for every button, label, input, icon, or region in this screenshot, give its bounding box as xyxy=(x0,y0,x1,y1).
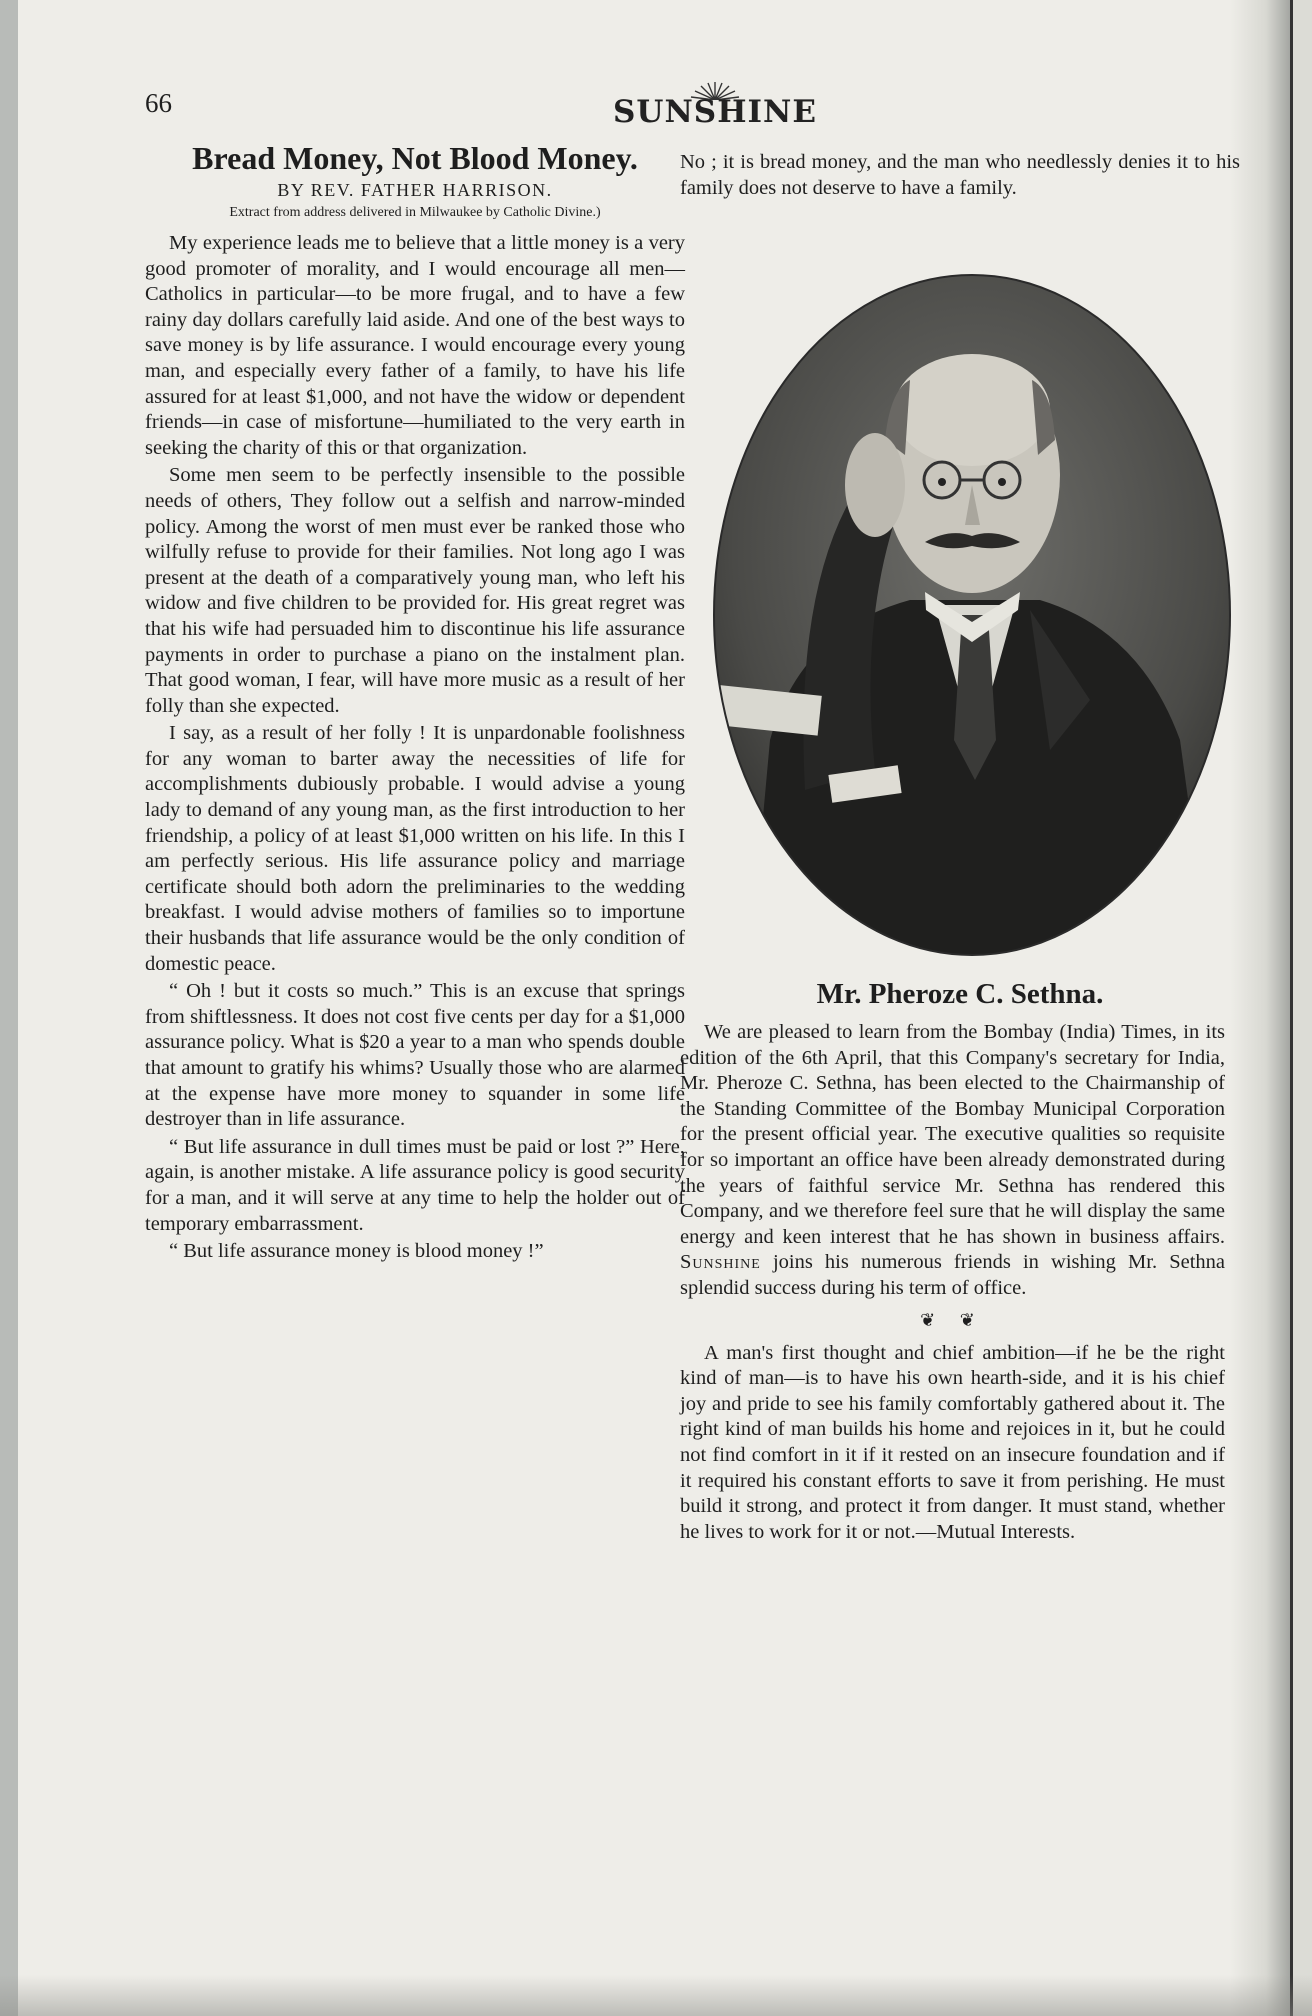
sethna-paragraph-text: We are pleased to learn from the Bombay (India) Times, in its edition of the 6th April, that this Company's secretary for India, Mr. Pheroze C. Sethna, has been elected to the Chairmanship of the Standing Committee of the Bombay Municipal Corporation for the present official year. The executive qualities so requisite for so important an office have been already demonstrated during the years of faithful service Mr. Sethna has rendered this Company, and we therefore feel sure that he will display the same energy and keen interest that he has shown in business affairs. xyxy=(680,1021,1225,1248)
scan-bottom-shadow xyxy=(0,1975,1312,2016)
sethna-paragraph-text-end: joins his numerous friends in wishing Mr. Sethna splendid success during his term of office. xyxy=(680,1251,1225,1299)
left-column xyxy=(145,140,685,1265)
right-column-top xyxy=(680,150,1240,201)
page-number: 66 xyxy=(145,88,172,118)
sethna-paragraph xyxy=(680,1020,1225,1302)
article-paragraph: My experience leads me to believe that a little money is a very good promoter of morality, and I would encourage all men—Catholics in particular—to be more frugal, and to have a few rainy day dollars carefully laid aside. And one of the best ways to save money is by life assurance. I would encourage every young man, and especially every father of a family, to have his life assured for at least $1,000, and not have the widow or dependent friends—in case of misfortune—humiliated to the very earth in seeking the charity of this or that organization. xyxy=(145,232,685,459)
article-paragraph: I say, as a result of her folly ! It is unpardonable foolishness for any woman to barter away the necessities of life for accomplishments dubiously probable. I would advise a young lady to demand of any young man, as the first introduction to her friendship, a policy of at least $1,000 written on his life. In this I am perfectly serious. His life assurance policy and marriage certificate should both adorn the preliminaries to the wedding breakfast. I would advise mothers of families so to importune their husbands that life assurance would be the only condition of domestic peace. xyxy=(145,722,685,975)
masthead-title: SUNSHINE xyxy=(613,94,817,130)
closing-paragraph: A man's first thought and chief ambition—if he be the right kind of man—is to have his own hearth-side, and it is his chief joy and pride to see his family comfortably gathered about it. The right kind of man builds his home and rejoices in it, but he could not find comfort in it if it rested on an insecure foundation and if it required his constant efforts to save it from perishing. He must build it strong, and protect it from danger. It must stand, whether he lives to work for it or not.—Mutual Interests. xyxy=(680,1341,1225,1543)
article-paragraph: “ But life assurance in dull times must be paid or lost ?” Here, again, is another mistake. A life assurance policy is good security for a man, and it will serve at any time to help the holder out of temporary embarrassment. xyxy=(145,1135,685,1235)
article-continuation: No ; it is bread money, and the man who needlessly denies it to his family does not deserve to have a family. xyxy=(680,151,1240,199)
article-title: Bread Money, Not Blood Money. xyxy=(192,140,638,176)
portrait-oval-image xyxy=(710,270,1240,960)
sunshine-smallcaps: Sunshine xyxy=(680,1251,761,1274)
right-column-lower xyxy=(680,1020,1225,1545)
adjacent-page-edge xyxy=(1290,0,1312,2016)
portrait-caption: Mr. Pheroze C. Sethna. xyxy=(816,978,1104,1010)
article-paragraph: Some men seem to be perfectly insensible to the possible needs of others, They follow out a selfish and narrow-minded policy. Among the worst of men must ever be ranked those who wilfully refuse to provide for their families. Not long ago I was present at the death of a comparatively young man, who left his widow and five children to be provided for. His great regret was that his wife had persuaded him to discontinue his life assurance payments in order to purchase a piano on the instalment plan. That good woman, I fear, will have more music as a result of her folly than she expected. xyxy=(145,464,685,717)
article-extract-note: Extract from address delivered in Milwaukee by Catholic Divine.) xyxy=(229,205,601,220)
article-byline: BY REV. FATHER HARRISON. xyxy=(277,180,553,200)
article-paragraph: “ But life assurance money is blood money !” xyxy=(169,1240,544,1263)
article-paragraph: “ Oh ! but it costs so much.” This is an excuse that springs from shiftlessness. It does not cost five cents per day for a $1,000 assurance policy. What is $20 a year to a man who spends double that amount to gratify his whims? Usually those who are alarmed at the expense have more money to squander in some life destroyer than in life assurance. xyxy=(145,980,685,1131)
masthead xyxy=(600,80,830,132)
ornament-separator: ❦ ❦ xyxy=(920,1309,985,1330)
portrait-photo xyxy=(710,270,1240,960)
